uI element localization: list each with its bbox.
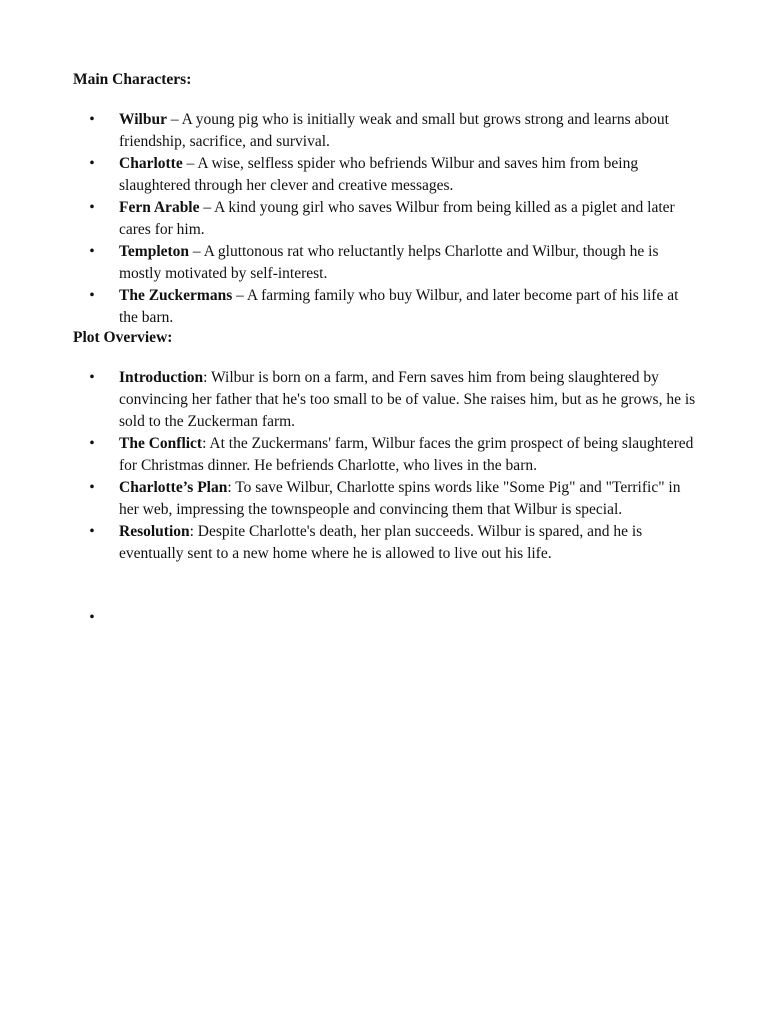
character-name: Wilbur (119, 111, 167, 128)
plot-point-title: Introduction (119, 369, 204, 386)
character-description: – A wise, selfless spider who befriends Wilbur and saves him from being slaughtered through her clever and creative messages. (119, 155, 639, 194)
list-item (0, 109, 699, 153)
bullet-icon: • (89, 243, 95, 260)
bullet-icon: • (89, 111, 95, 128)
character-description: – A kind young girl who saves Wilbur from being killed as a piglet and later cares for him. (119, 199, 675, 238)
character-description: – A young pig who is initially weak and small but grows strong and learns about friendship, sacrifice, and survival. (119, 111, 669, 150)
plot-point-title: Resolution (119, 523, 190, 540)
plot-point-text: : Wilbur is born on a farm, and Fern saves him from being slaughtered by convincing her father that he's too small to be of value. She raises him, but as he grows, he is sold to the Zuckerman farm. (119, 369, 696, 430)
list-item (0, 367, 699, 433)
plot-overview-heading: Plot Overview: (73, 329, 173, 346)
bullet-icon: • (89, 155, 95, 172)
list-item (0, 477, 699, 521)
plot-point-title: The Conflict (119, 435, 203, 452)
list-item (0, 241, 699, 285)
bullet-icon: • (89, 369, 95, 386)
plot-point-title: Charlotte’s Plan (119, 479, 228, 496)
list-item (0, 197, 699, 241)
character-description: – A gluttonous rat who reluctantly helps Charlotte and Wilbur, though he is mostly motivated by self-interest. (119, 243, 659, 282)
character-name: The Zuckermans (119, 287, 233, 304)
main-characters-heading: Main Characters: (73, 71, 192, 88)
list-item (0, 153, 699, 197)
bullet-icon: • (89, 199, 95, 216)
main-characters-list (0, 109, 768, 329)
empty-bullet-icon: • (89, 609, 95, 626)
bullet-icon: • (89, 523, 95, 540)
bullet-icon: • (89, 287, 95, 304)
character-name: Charlotte (119, 155, 183, 172)
character-name: Fern Arable (119, 199, 200, 216)
bullet-icon: • (89, 435, 95, 452)
list-item (0, 433, 699, 477)
plot-point-text: : To save Wilbur, Charlotte spins words like "Some Pig" and "Terrific" in her web, impressing the townspeople and convincing them that Wilbur is special. (119, 479, 681, 518)
list-item (0, 285, 699, 329)
character-description: – A farming family who buy Wilbur, and later become part of his life at the barn. (119, 287, 679, 326)
plot-point-text: : At the Zuckermans' farm, Wilbur faces the grim prospect of being slaughtered for Christmas dinner. He befriends Charlotte, who lives in the barn. (119, 435, 694, 474)
plot-point-text: : Despite Charlotte's death, her plan succeeds. Wilbur is spared, and he is eventually sent to a new home where he is allowed to live out his life. (119, 523, 643, 562)
bullet-icon: • (89, 479, 95, 496)
list-item (0, 521, 699, 565)
plot-overview-list (0, 367, 768, 565)
character-name: Templeton (119, 243, 190, 260)
